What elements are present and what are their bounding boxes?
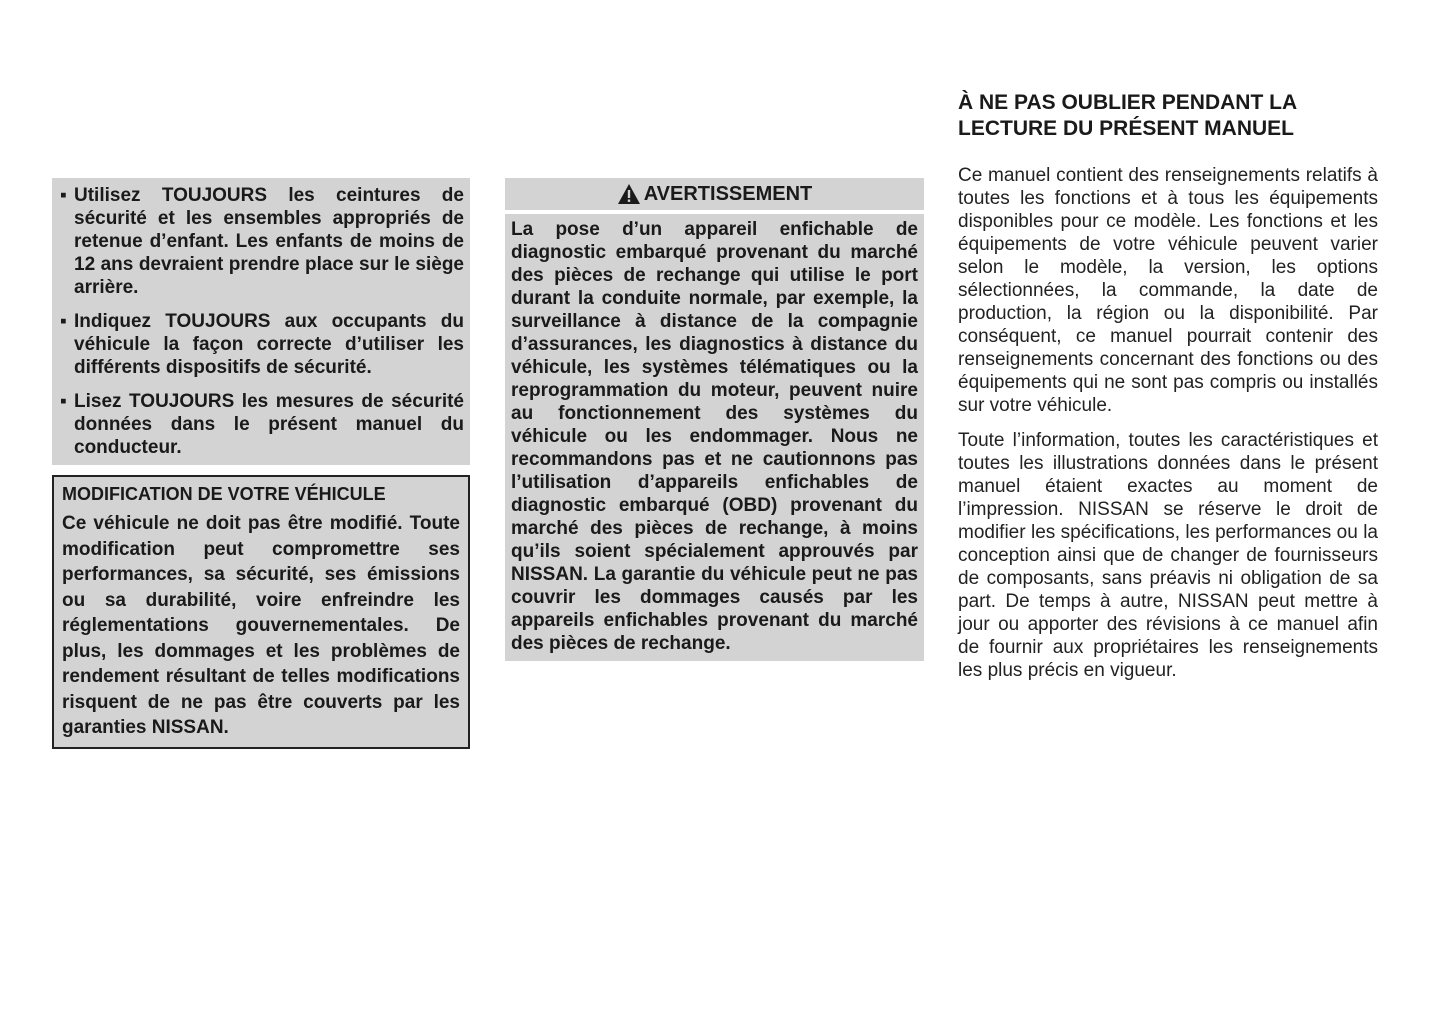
bullet-item	[60, 310, 464, 379]
warning-text: La pose d’un appareil enfichable de diagnostic embarqué provenant du marché des pièces de rechange qui utilise le port durant la conduite normale, par exemple, la surveillance à distance de la compagnie d’assurances, les diagnostics à distance du véhicule, les systèmes télématiques ou la reprogrammation du moteur, peuvent nuire au fonctionnement des systèmes du véhicule ou les endommager. Nous ne recommandons pas et ne cautionnons pas l’utilisation d’appareils enfichables de diagnostic embarqué (OBD) provenant du marché des pièces de rechange, à moins qu’ils soient spécialement approuvés par NISSAN. La garantie du véhicule peut ne pas couvrir les dommages causés par les appareils enfichables provenant du marché des pièces de rechange.	[505, 214, 924, 661]
bullet-item	[60, 184, 464, 299]
paragraph: Toute l’information, toutes les caractéristiques et toutes les illustrations données dans le présent manuel étaient exactes au moment de l’impression. NISSAN se réserve le droit de modifier les spécifications, les performances ou la conception ainsi que de changer de fournisseurs de composants, sans préavis ni obligation de sa part. De temps à autre, NISSAN peut mettre à jour ou apporter des révisions à ce manuel afin de fournir aux propriétaires les renseignements les plus précis en vigueur.	[958, 430, 1378, 681]
modification-text: Ce véhicule ne doit pas être modifié. Toute modification peut compromettre ses performances, sa sécurité, ses émissions ou sa durabilité, voire enfreindre les réglementations gouvernementales. De plus, les dommages et les problèmes de rendement résultant de telles modifications risquent de ne pas être couverts par les garanties NISSAN.	[62, 513, 460, 738]
right-column	[958, 90, 1378, 694]
warning-column	[505, 178, 924, 661]
left-column	[52, 178, 470, 749]
warning-header	[505, 178, 924, 210]
warning-triangle-icon	[617, 183, 641, 205]
warning-title: AVERTISSEMENT	[643, 182, 813, 205]
modification-title: MODIFICATION DE VOTRE VÉHICULE	[62, 484, 386, 504]
bullet-icon: ▪	[60, 185, 67, 206]
paragraph: Ce manuel contient des renseignements relatifs à toutes les fonctions et à tous les équipements disponibles pour ce modèle. Les fonctions et les équipements de votre véhicule peuvent varier selon le modèle, la version, les options sélectionnées, la commande, la date de production, la région ou la disponibilité. Par conséquent, ce manuel pourrait contenir des renseignements concernant des fonctions ou des équipements qui ne sont pas compris ou installés sur votre véhicule.	[958, 165, 1378, 416]
bullet-item	[60, 390, 464, 459]
bullet-text: Lisez TOUJOURS les mesures de sécurité données dans le présent manuel du conducteur.	[74, 391, 464, 458]
safety-bullets-box	[52, 178, 470, 465]
bullet-icon: ▪	[60, 311, 67, 332]
bullet-icon: ▪	[60, 391, 67, 412]
bullet-text: Indiquez TOUJOURS aux occupants du véhicule la façon correcte d’utiliser les différents dispositifs de sécurité.	[74, 311, 464, 378]
modification-box	[52, 475, 470, 749]
bullet-text: Utilisez TOUJOURS les ceintures de sécurité et les ensembles appropriés de retenue d’enfant. Les enfants de moins de 12 ans devraient prendre place sur le siège arrière.	[74, 185, 464, 298]
section-title: À NE PAS OUBLIER PENDANT LA LECTURE DU PRÉSENT MANUEL	[958, 91, 1297, 140]
